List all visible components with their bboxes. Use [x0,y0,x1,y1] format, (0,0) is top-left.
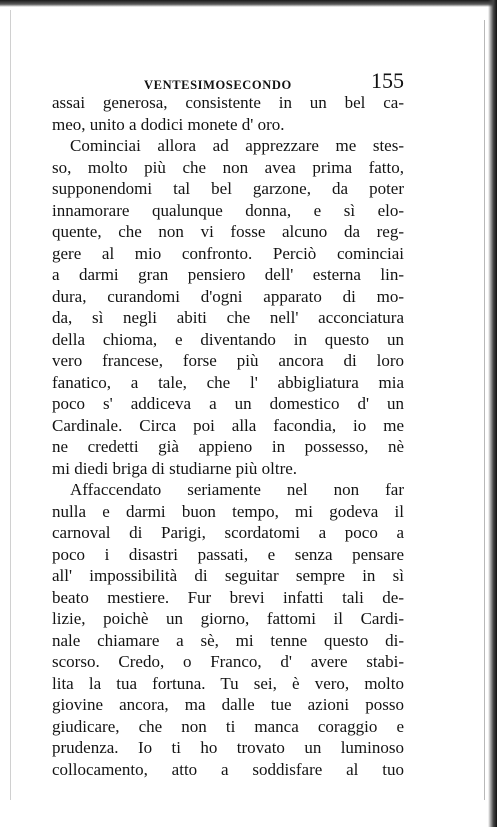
page-fold-line [484,20,485,800]
text-line: Cardinale. Circa poi alla facondia, io me [52,415,404,435]
text-line: assai generosa, consistente in un bel ca- [52,93,404,112]
text-line: poco s' addiceva a un domestico d' un [52,394,404,413]
text-line: beato mestiere. Fur brevi infatti tali de- [52,587,404,607]
text-line: Cominciai allora ad apprezzare me stes- [70,136,404,155]
text-line: giudicare, che non ti manca coraggio e [52,716,404,736]
text-line: prudenza. Io ti ho trovato un luminoso [52,738,404,757]
body-text [52,92,404,780]
text-line: innamorare qualunque donna, e sì elo- [52,200,404,220]
text-line: gere al mio confronto. Perciò cominciai [52,243,404,263]
text-line: quente, che non vi fosse alcuno da reg- [52,222,404,241]
text-line: collocamento, atto a soddisfare al tuo [52,759,404,779]
text-line: lizie, poichè un giorno, fattomi il Cardi- [52,609,404,628]
running-title: VENTESIMOSECONDO [144,78,292,92]
text-line: giovine ancora, ma dalle tue azioni posso [52,695,404,714]
page-margin-line [10,10,11,800]
text-line: vero francese, forse più ancora di loro [52,351,404,370]
text-line: da, sì negli abiti che nell' acconciatura [52,308,404,327]
text-line: supponendomi tal bel garzone, da poter [52,179,404,198]
text-line: all' impossibilità di seguitar sempre in sì [52,566,404,585]
text-line: meo, unito a dodici monete d' oro. [52,114,285,134]
text-line: dura, curandomi d'ogni apparato di mo- [52,286,404,306]
text-line: poco i disastri passati, e senza pensare [52,544,404,564]
text-line: nulla e darmi buon tempo, mi godeva il [52,501,404,521]
text-line: a darmi gran pensiero dell' esterna lin- [52,265,404,284]
text-line: carnoval di Parigi, scordatomi a poco a [52,523,404,542]
text-line: so, molto più che non avea prima fatto, [52,157,404,177]
page-number: 155 [371,68,404,93]
text-line: fanatico, a tale, che l' abbigliatura mia [52,372,404,392]
text-line: della chioma, e diventando in questo un [52,329,404,349]
text-line: lita la tua fortuna. Tu sei, è vero, molto [52,673,404,693]
text-line: scorso. Credo, o Franco, d' avere stabi- [52,652,404,671]
scan-edge-top [0,0,497,7]
text-line: Affaccendato seriamente nel non far [70,480,404,499]
text-line: ne credetti già appieno in possesso, nè [52,437,404,456]
text-line: mi diedi briga di studiarne più oltre. [52,458,298,478]
scan-edge-right [488,0,497,827]
text-line: nale chiamare a sè, mi tenne questo di- [52,630,404,650]
